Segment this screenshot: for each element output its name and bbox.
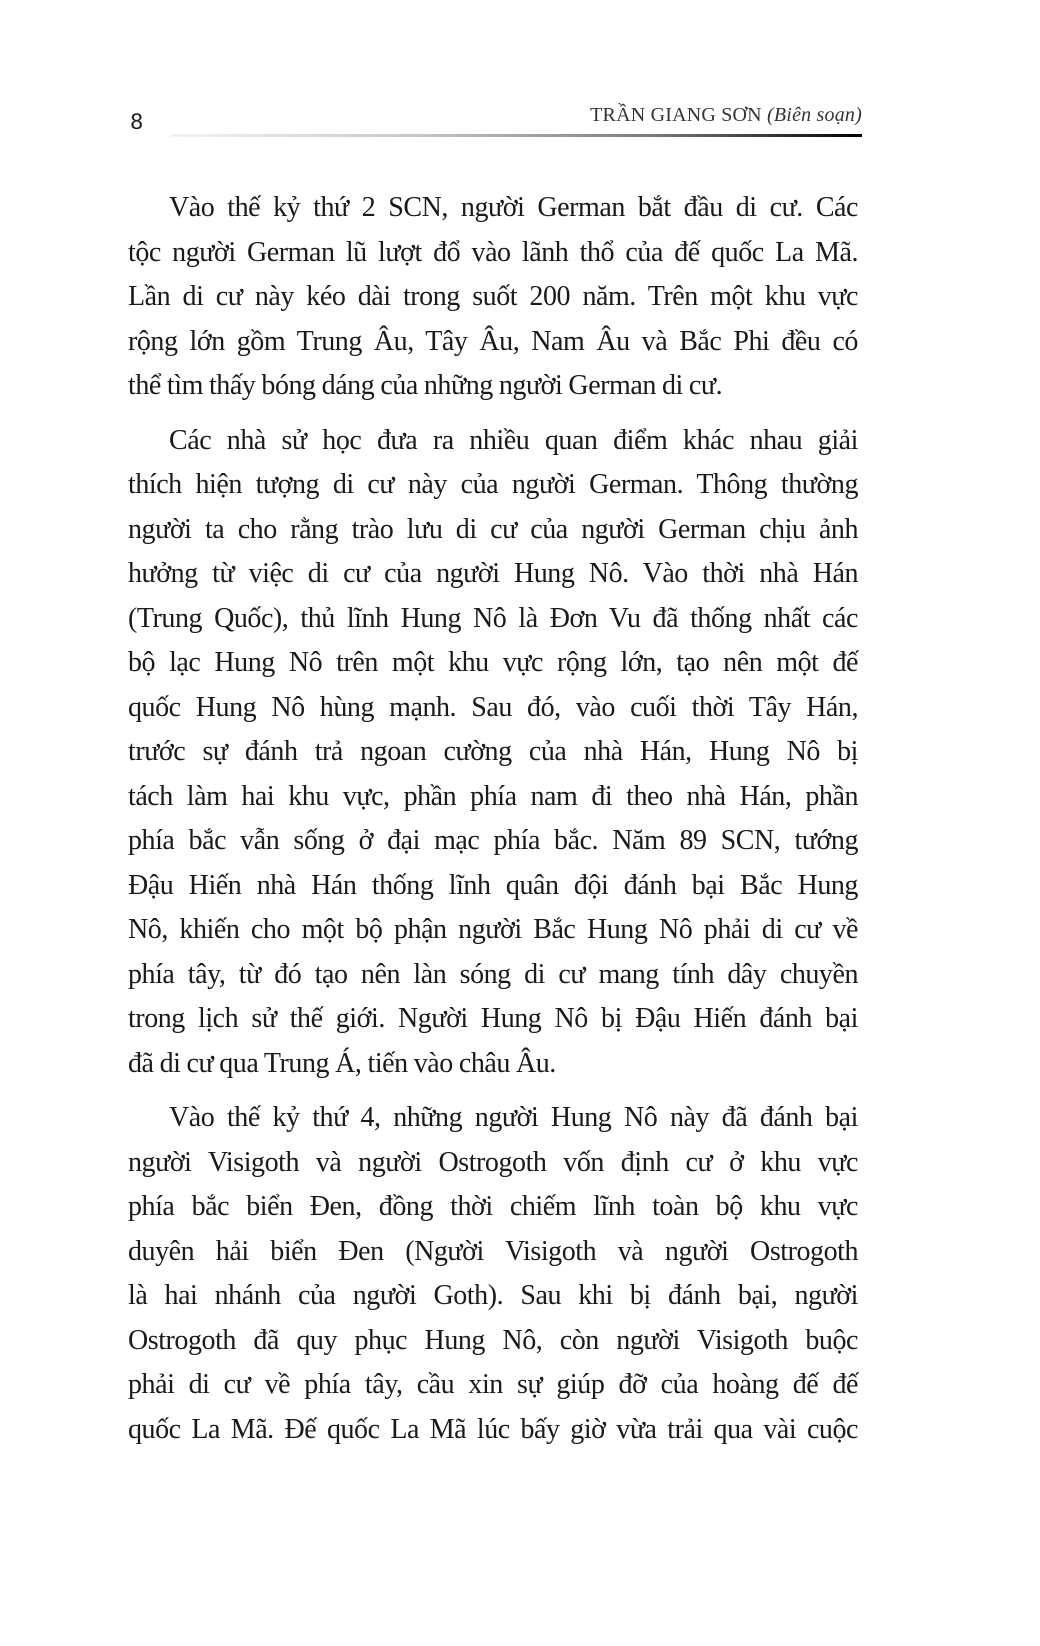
header-rule — [170, 134, 862, 137]
text-line: phải di cư về phía tây, cầu xin sự giúp đỡ của hoàng đế đế — [128, 1369, 858, 1400]
text-line: phía bắc vẫn sống ở đại mạc phía bắc. Năm 89 SCN, tướng — [128, 825, 858, 856]
body-text — [128, 186, 858, 1462]
text-line: Vào thế kỷ thứ 4, những người Hung Nô này đã đánh bại — [169, 1102, 858, 1133]
page-number: 8 — [130, 110, 144, 134]
text-line: tộc người German lũ lượt đổ vào lãnh thổ của đế quốc La Mã. — [128, 236, 858, 268]
text-line: Nô, khiến cho một bộ phận người Bắc Hung Nô phải di cư về — [128, 914, 858, 945]
text-line: hưởng từ việc di cư của người Hung Nô. Vào thời nhà Hán — [128, 558, 858, 589]
text-line: Lần di cư này kéo dài trong suốt 200 năm. Trên một khu vực — [128, 281, 858, 312]
text-line: là hai nhánh của người Goth). Sau khi bị đánh bại, người — [128, 1280, 858, 1311]
text-line: trong lịch sử thế giới. Người Hung Nô bị Đậu Hiến đánh bại — [128, 1003, 858, 1034]
text-line: đã di cư qua Trung Á, tiến vào châu Âu. — [128, 1047, 556, 1079]
text-line: Các nhà sử học đưa ra nhiều quan điểm khác nhau giải — [169, 424, 858, 456]
paragraph-2 — [128, 419, 858, 1087]
text-line: thích hiện tượng di cư này của người German. Thông thường — [128, 469, 858, 500]
text-line: rộng lớn gồm Trung Âu, Tây Âu, Nam Âu và Bắc Phi đều có — [128, 325, 858, 357]
text-line: Ostrogoth đã quy phục Hung Nô, còn người Visigoth buộc — [128, 1324, 858, 1356]
paragraph-3 — [128, 1096, 858, 1452]
text-line: phía bắc biển Đen, đồng thời chiếm lĩnh toàn bộ khu vực — [128, 1191, 858, 1222]
text-line: quốc La Mã. Đế quốc La Mã lúc bấy giờ vừa trải qua vài cuộc — [128, 1413, 858, 1445]
text-line: bộ lạc Hung Nô trên một khu vực rộng lớn, tạo nên một đế — [128, 647, 858, 678]
paragraph-1 — [128, 186, 858, 409]
text-line: duyên hải biển Đen (Người Visigoth và người Ostrogoth — [128, 1235, 858, 1267]
text-line: tách làm hai khu vực, phần phía nam đi theo nhà Hán, phần — [128, 780, 858, 812]
author-role: (Biên soạn) — [767, 104, 862, 126]
text-line: Vào thế kỷ thứ 2 SCN, người German bắt đầu di cư. Các — [169, 192, 858, 223]
text-line: người ta cho rằng trào lưu di cư của người German chịu ảnh — [128, 513, 858, 545]
text-line: người Visigoth và người Ostrogoth vốn định cư ở khu vực — [128, 1146, 858, 1178]
text-line: phía tây, từ đó tạo nên làn sóng di cư mang tính dây chuyền — [128, 958, 858, 990]
text-line: trước sự đánh trả ngoan cường của nhà Hán, Hung Nô bị — [128, 736, 858, 767]
running-head — [590, 104, 862, 127]
text-line: (Trung Quốc), thủ lĩnh Hung Nô là Đơn Vu đã thống nhất các — [128, 602, 858, 634]
author-name: TRẦN GIANG SƠN — [590, 104, 762, 126]
text-line: quốc Hung Nô hùng mạnh. Sau đó, vào cuối thời Tây Hán, — [128, 691, 858, 723]
page-header — [128, 100, 862, 140]
text-line: thể tìm thấy bóng dáng của những người German di cư. — [128, 370, 723, 401]
text-line: Đậu Hiến nhà Hán thống lĩnh quân đội đánh bại Bắc Hung — [128, 869, 858, 901]
